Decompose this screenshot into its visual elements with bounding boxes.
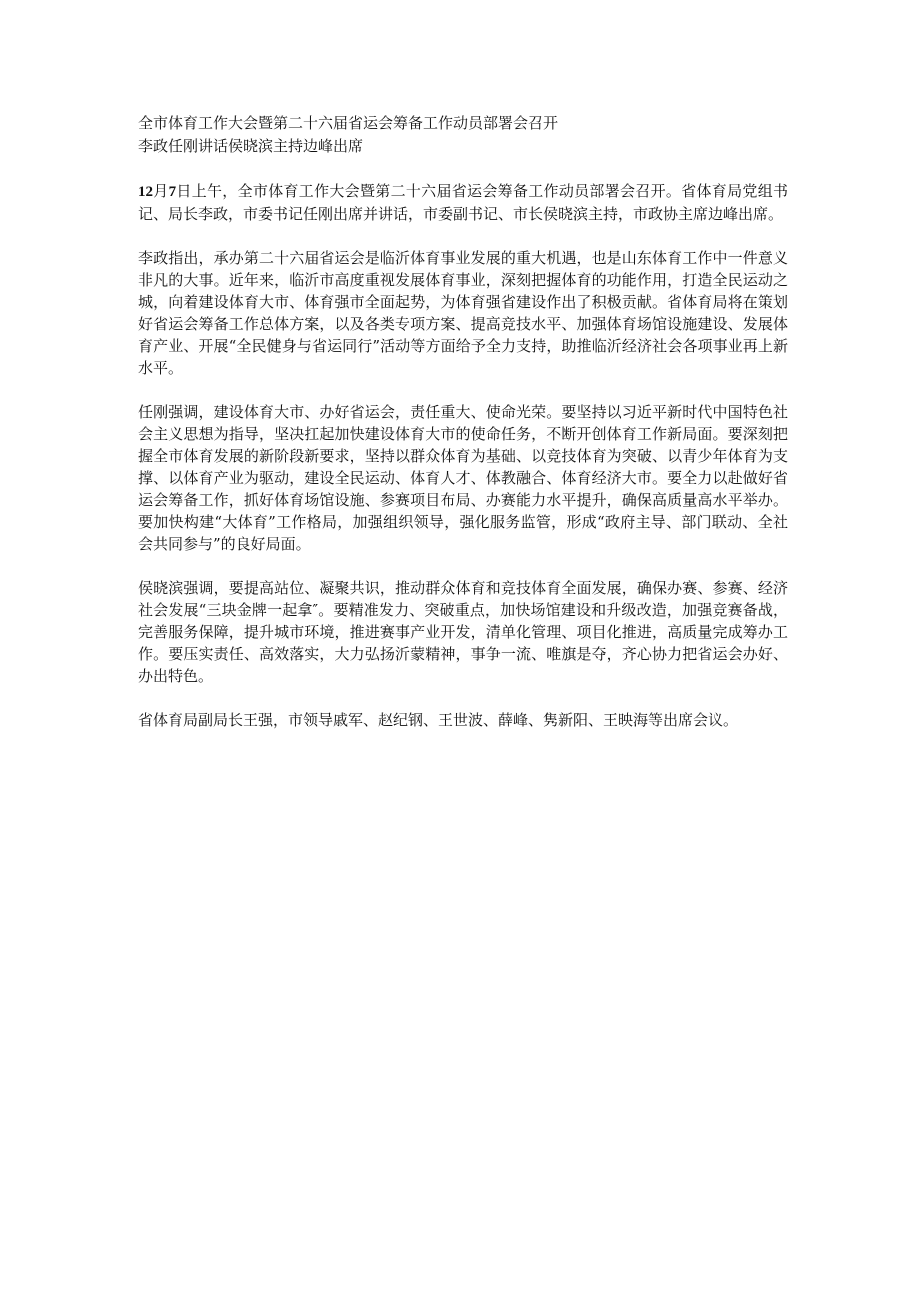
article <box>138 112 788 753</box>
title-line-2: 李政任刚讲话侯晓滨主持边峰出席 <box>138 137 364 155</box>
paragraph-1 <box>138 180 788 225</box>
date-month-suffix: 月 <box>153 182 169 200</box>
paragraph-3: 任刚强调，建设体育大市、办好省运会，责任重大、使命光荣。要坚持以习近平新时代中国特色社会主义思想为指导，坚决扛起加快建设体育大市的使命任务，不断开创体育工作新局面。要深刻把握全市体育发展的新阶段新要求，坚持以群众体育为基础、以竞技体育为突破、以青少年体育为支撑、以体育产业为驱动，建设全民运动、体育人才、体教融合、体育经济大市。要全力以赴做好省运会筹备工作，抓好体育场馆设施、参赛项目布局、办赛能力水平提升，确保高质量高水平举办。要加快构建“大体育”工作格局，加强组织领导，强化服务监管，形成“政府主导、部门联动、全社会共同参与”的良好局面。 <box>138 403 788 553</box>
date-month: 12 <box>138 184 153 200</box>
paragraph-1-text: 日上午，全市体育工作大会暨第二十六届省运会筹备工作动员部署会召开。省体育局党组书记、局长李政，市委书记任刚出席并讲话，市委副书记、市长侯晓滨主持，市政协主席边峰出席。 <box>138 182 788 223</box>
date-day: 7 <box>168 184 177 200</box>
paragraph-2: 李政指出，承办第二十六届省运会是临沂体育事业发展的重大机遇，也是山东体育工作中一件意义非凡的大事。近年来，临沂市高度重视发展体育事业，深刻把握体育的功能作用，打造全民运动之城，向着建设体育大市、体育强市全面起势，为体育强省建设作出了积极贡献。省体育局将在策划好省运会筹备工作总体方案，以及各类专项方案、提高竞技水平、加强体育场馆设施建设、发展体育产业、开展“全民健身与省运同行”活动等方面给予全力支持，助推临沂经济社会各项事业再上新水平。 <box>138 249 788 377</box>
article-title <box>138 112 788 158</box>
title-line-1: 全市体育工作大会暨第二十六届省运会筹备工作动员部署会召开 <box>138 114 559 132</box>
paragraph-4: 侯晓滨强调，要提高站位、凝聚共识，推动群众体育和竞技体育全面发展，确保办赛、参赛、经济社会发展“三块金牌一起拿″。要精准发力、突破重点，加快场馆建设和升级改造，加强竞赛备战，完善服务保障，提升城市环境，推进赛事产业开发，清单化管理、项目化推进，高质量完成筹办工作。要压实责任、高效落实，大力弘扬沂蒙精神，事争一流、唯旗是夺，齐心协力把省运会办好、办出特色。 <box>138 579 788 685</box>
paragraph-5: 省体育局副局长王强，市领导戚军、赵纪钢、王世波、薛峰、隽新阳、王映海等出席会议。 <box>138 711 739 729</box>
